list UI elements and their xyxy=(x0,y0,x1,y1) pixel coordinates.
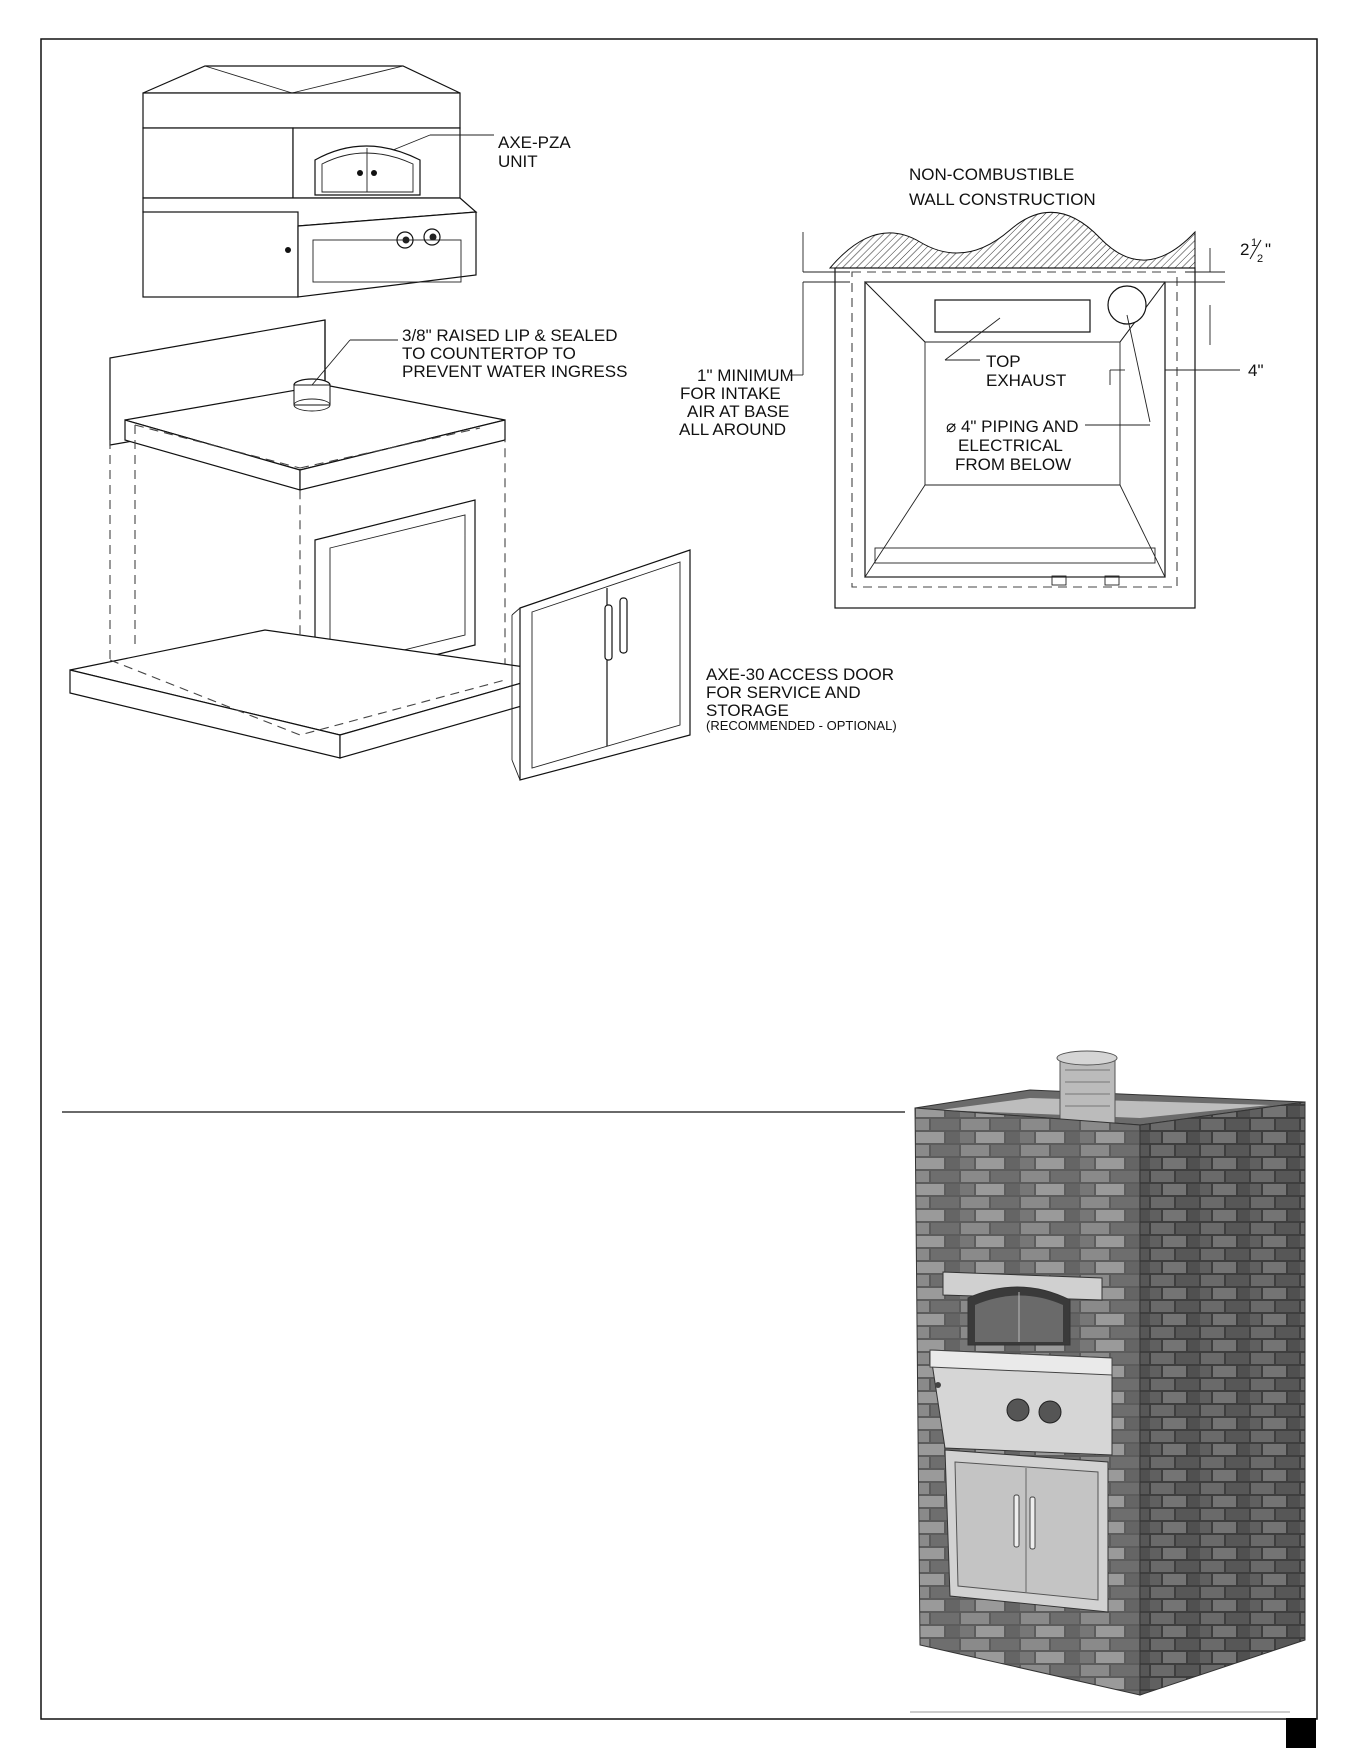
exhaust-label-line-1: TOP xyxy=(986,352,1021,371)
pizza-oven-unit-drawing xyxy=(143,66,476,297)
top-clearance-denominator: 2 xyxy=(1257,253,1264,265)
exhaust-label-line-2: EXHAUST xyxy=(986,371,1067,390)
top-clearance-unit: " xyxy=(1265,240,1272,259)
lip-label-line-1: 3/8" RAISED LIP & SEALED xyxy=(402,326,618,345)
lip-label-line-3: PREVENT WATER INGRESS xyxy=(402,362,628,381)
intake-label-line-4: ALL AROUND xyxy=(679,420,787,439)
door-label-line-1: AXE-30 ACCESS DOOR xyxy=(706,665,895,684)
side-clearance-label: 4" xyxy=(1248,361,1264,380)
intake-label-line-3: AIR AT BASE xyxy=(687,402,790,421)
access-door-drawing xyxy=(512,550,690,780)
door-label-line-3: STORAGE xyxy=(706,701,789,720)
door-label-line-2: FOR SERVICE AND xyxy=(706,683,861,702)
top-clearance-numerator: 1 xyxy=(1251,237,1258,249)
door-note: (RECOMMENDED - OPTIONAL) xyxy=(706,718,897,733)
brick-enclosure-render xyxy=(915,1051,1305,1695)
top-clearance-whole: 2 xyxy=(1240,240,1250,259)
wall-label-line-1: NON-COMBUSTIBLE xyxy=(909,165,1075,184)
intake-label-line-2: FOR INTAKE xyxy=(680,384,781,403)
unit-label-line-1: AXE-PZA xyxy=(498,133,571,152)
lip-label-line-2: TO COUNTERTOP TO xyxy=(402,344,576,363)
plan-view-drawing xyxy=(830,212,1195,608)
page-marker xyxy=(1286,1718,1316,1748)
top-clearance-label xyxy=(1240,237,1271,265)
piping-label-line-1: ⌀ 4" PIPING AND xyxy=(946,417,1079,436)
wall-label-line-2: WALL CONSTRUCTION xyxy=(909,190,1096,209)
island-enclosure-drawing xyxy=(70,320,560,758)
intake-label-line-1: 1" MINIMUM xyxy=(697,366,794,385)
piping-label-line-2: ELECTRICAL xyxy=(958,436,1063,455)
piping-label-line-3: FROM BELOW xyxy=(955,455,1072,474)
unit-label-line-2: UNIT xyxy=(498,152,538,171)
